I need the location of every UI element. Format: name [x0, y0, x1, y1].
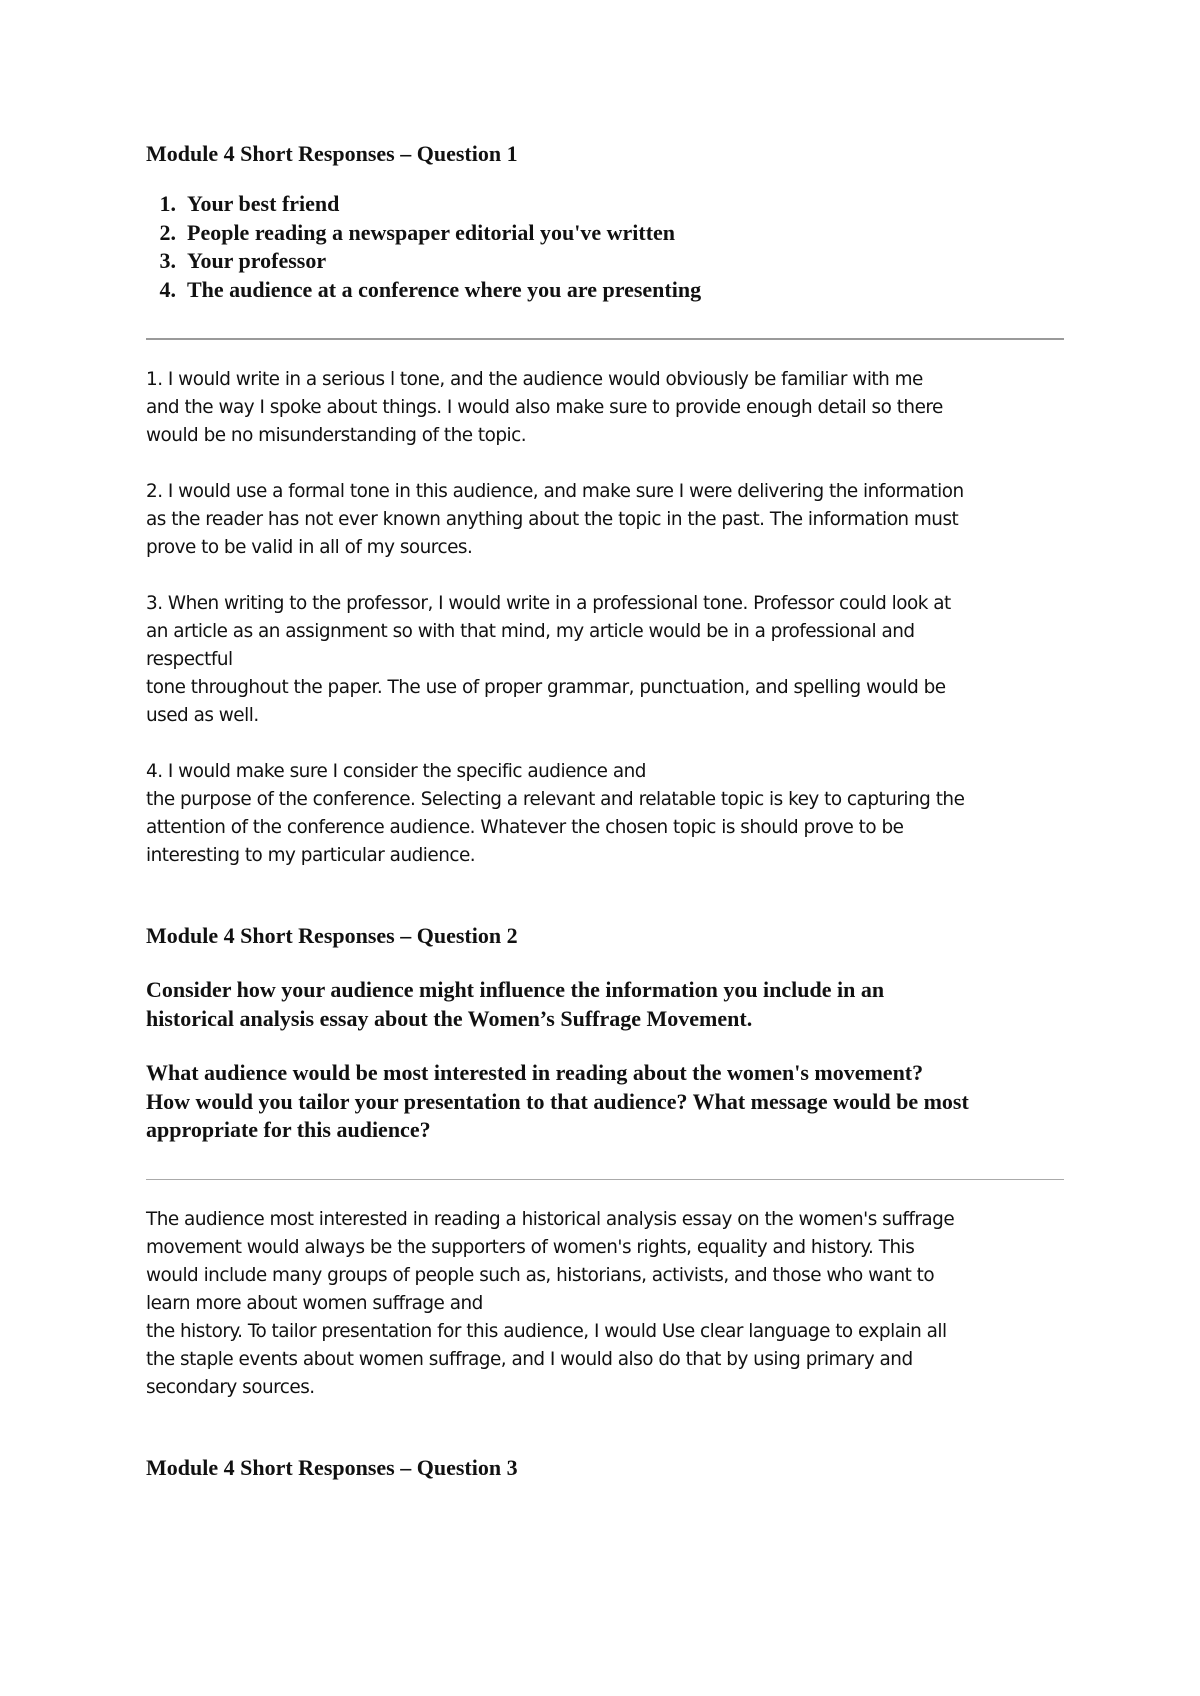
text-line: attention of the conference audience. Whatever the chosen topic is should prove to be: [146, 817, 904, 838]
q2-prompt-1: [146, 976, 1066, 1033]
q1-audience-list: [146, 190, 1066, 304]
list-number: 3.: [159, 248, 176, 273]
text-line: secondary sources.: [146, 1376, 315, 1398]
text-line: 3. When writing to the professor, I would write in a professional tone. Professor could look at: [146, 593, 951, 614]
text-line: would be no misunderstanding of the topic.: [146, 425, 527, 446]
text-line: the history. To tailor presentation for this audience, I would Use clear language to explain all: [146, 1320, 947, 1342]
text-line: Consider how your audience might influence the information you include in an: [146, 977, 885, 1002]
text-line: appropriate for this audience?: [146, 1117, 431, 1142]
text-line: How would you tailor your presentation to that audience? What message would be most: [146, 1088, 969, 1114]
text-line: tone throughout the paper. The use of proper grammar, punctuation, and spelling would be: [146, 677, 946, 698]
q3-heading: Module 4 Short Responses – Question 3: [146, 1454, 518, 1480]
document-page: [146, 140, 1066, 1482]
list-item: [146, 219, 1066, 248]
divider: [146, 1179, 1064, 1180]
list-text: People reading a newspaper editorial you've written: [187, 219, 676, 245]
q1-answer-1: [146, 366, 1066, 450]
text-line: the purpose of the conference. Selecting a relevant and relatable topic is key to capturing the: [146, 789, 965, 810]
q1-answer-4: [146, 758, 1066, 870]
text-line: historical analysis essay about the Women’s Suffrage Movement.: [146, 1005, 753, 1031]
text-line: the staple events about women suffrage, and I would also do that by using primary and: [146, 1348, 913, 1370]
text-line: respectful: [146, 649, 233, 670]
q2-heading: Module 4 Short Responses – Question 2: [146, 923, 518, 948]
text-line: an article as an assignment so with that mind, my article would be in a professional and: [146, 621, 915, 642]
divider: [146, 338, 1064, 340]
list-number: 2.: [159, 219, 176, 245]
list-text: Your professor: [187, 248, 327, 273]
text-line: movement would always be the supporters of women's rights, equality and history. This: [146, 1236, 915, 1258]
list-text: The audience at a conference where you are presenting: [187, 276, 702, 302]
list-item: [146, 276, 1066, 305]
text-line: learn more about women suffrage and: [146, 1292, 483, 1314]
list-number: 1.: [159, 191, 176, 216]
text-line: 4. I would make sure I consider the specific audience and: [146, 761, 646, 782]
list-text: Your best friend: [187, 191, 340, 216]
q2-prompt-2: [146, 1059, 1066, 1145]
list-item: [146, 247, 1066, 276]
text-line: The audience most interested in reading a historical analysis essay on the women's suffrage: [146, 1208, 955, 1230]
text-line: and the way I spoke about things. I would also make sure to provide enough detail so there: [146, 397, 943, 418]
text-line: What audience would be most interested in reading about the women's movement?: [146, 1060, 924, 1085]
text-line: used as well.: [146, 705, 259, 726]
q1-heading: Module 4 Short Responses – Question 1: [146, 141, 518, 166]
q1-answer-3: [146, 590, 1066, 730]
text-line: would include many groups of people such as, historians, activists, and those who want to: [146, 1264, 935, 1286]
q1-answer-2: [146, 478, 1066, 562]
list-item: [146, 190, 1066, 219]
list-number: 4.: [159, 276, 176, 302]
text-line: 2. I would use a formal tone in this audience, and make sure I were delivering the information: [146, 481, 964, 502]
text-line: 1. I would write in a serious l tone, and the audience would obviously be familiar with me: [146, 369, 923, 390]
q2-answer: [146, 1206, 1066, 1402]
text-line: prove to be valid in all of my sources.: [146, 537, 473, 558]
text-line: interesting to my particular audience.: [146, 845, 476, 866]
text-line: as the reader has not ever known anything about the topic in the past. The information must: [146, 509, 959, 530]
